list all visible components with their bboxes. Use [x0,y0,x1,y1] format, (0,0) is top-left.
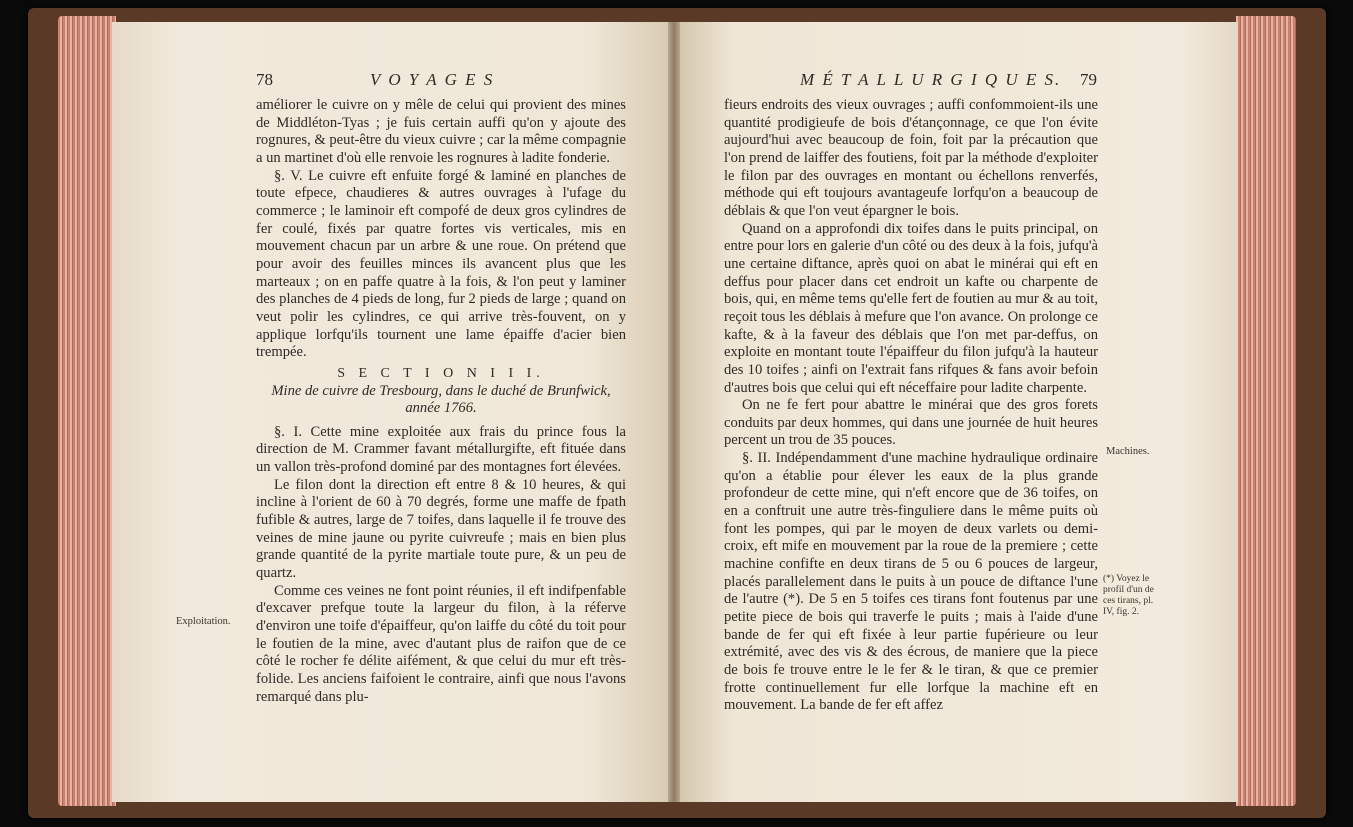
left-paragraph-1: améliorer le cuivre on y mêle de celui qui provient des mines de Middléton-Tyas ; je fuis certain auffi qu'on y ajoute des rognures, & peut-être du vieux cuivre ; car la même compagnie a un martinet d'où elle renvoie les rognures à ladite fonderie. [256,97,626,166]
section-title: S E C T I O N I I I. [337,365,545,381]
section-subtitle-2: année 1766. [405,400,477,417]
margin-note-machines: Machines. [1106,446,1150,457]
left-paragraph-4: Le filon dont la direction eft entre 8 & 10 heures, & qui incline à l'orient de 60 à 70 degrés, forme une maffe de fpath fufible & autres, large de 7 toifes, dans laquelle il fe trouve des veines de mine jaune ou pyrite cuivreufe ; mais en bien plus grande quantité de la pyrite martiale toute pure, & un peu de quartz. [256,476,626,582]
section-subtitle-1: Mine de cuivre de Tresbourg, dans le duché de Brunfwick, [271,382,611,399]
right-paragraph-1: fieurs endroits des vieux ouvrages ; auffi confommoient-ils une quantité prodigieufe de bois d'étançonnage, ce que l'on évite aujourd'hui avec beaucoup de foin, foit par la précaution que l'on prend de laiffer des foutiens, foit par la méthode d'exploiter le filon par des ouvrages en montant ou échellons renverfés, méthode qui eft toujours avantageufe lorfqu'on a beaucoup de déblais & que l'on veut épargner le bois. [724,97,1098,219]
right-running-head: M É T A L L U R G I Q U E S. [800,70,1062,89]
page-edges-left [58,16,116,806]
left-paragraph-3: §. I. Cette mine exploitée aux frais du prince fous la direction de M. Crammer favant métallurgifte, eft fituée dans un vallon très-profond dominé par des montagnes fort élevées. [256,423,626,476]
right-page-number: 79 [1080,70,1097,89]
right-paragraph-2: Quand on a approfondi dix toifes dans le puits principal, on entre pour lors en galerie d'un côté ou des deux à la fois, jufqu'à une certaine diftance, après quoi on abat le minérai qui eft en deffus pour placer dans cet endroit un kafte ou charpente de bois, qui, en même tems qu'elle fert de foutien au mur & au toit, reçoit tous les déblais à mefure que l'on avance. On prolonge ce kafte, & à la faveur des déblais que l'on met par-deffus, on exploite en montant toute l'épaiffeur du filon jufqu'à la hauteur des 10 toifes ; ainfi on l'extrait fans rifques & fans avoir befoin d'autres bois que celui qui eft néceffaire pour ladite charpente. [724,220,1098,396]
margin-note-footnote: (*) Voyez le profil d'un de ces tirans, pl. IV, fig. 2. [1103,574,1154,617]
right-paragraph-4: §. II. Indépendamment d'une machine hydraulique ordinaire qu'on a établie pour élever les eaux de la plus grande profondeur de cette mine, qui n'eft encore que de 36 toifes, on en a conftruit une autre très-finguliere dans le même puits où font les pompes, qui par le moyen de deux varlets ou demi-croix, eft mife en mouvement par la roue de la premiere ; cette machine confifte en deux tirans de 5 ou 6 pouces de largeur, placés parallelement dans le puits à un pouce de diftance l'une de l'autre (*). De 5 en 5 toifes ces tirans font foutenus par une petite piece de bois qui traverfe le puits ; mais à l'aide d'une bande de fer qui eft fixée à leur partie fupérieure ou leur extrémité, avec des vis & des écrous, de maniere que la piece de bois fe trouve entre le le fer & le tiran, & que ce premier frotte continuellement fur elle lorfque la machine eft en mouvement. La bande de fer eft affez [724,450,1098,714]
left-paragraph-2: §. V. Le cuivre eft enfuite forgé & laminé en planches de toute efpece, chaudieres & autres ouvrages à l'ufage du commerce ; le laminoir eft compofé de deux gros cylindres de fer coulé, fixés par quatre fortes vis verticales, mis en mouvement chacun par un arbre & une roue. On prétend que pour avoir des feuilles minces ils avancent plus que les marteaux ; on en paffe quatre à la fois, & l'on peut y laminer des planches de 4 pieds de long, fur 2 pieds de large ; quand on veut polir les cylindres, ce qui arrive très-fouvent, on y applique lorfqu'ils tournent une lame épaiffe d'acier bien trempée. [256,167,626,361]
page-edges-right [1236,16,1296,806]
left-body [256,97,626,706]
right-body [724,97,1098,715]
left-page-number: 78 [256,70,273,89]
left-paragraph-5: Comme ces veines ne font point réunies, il eft indifpenfable d'excaver prefque toute la largeur du filon, à la réferve d'environ une toife d'épaiffeur, qu'on laiffe du côté du toit pour le foutien de la mine, avec d'autant plus de raifon que de ce côté le rocher fe délite aifément, & que celui du mur eft très-folide. Les anciens faifoient le contraire, ainfi que nous l'avons remarqué dans plu- [256,582,626,705]
book-gutter [668,22,680,802]
left-running-head: V O Y A G E S [370,70,495,89]
right-paragraph-3: On ne fe fert pour abattre le minérai que des gros forets conduits par deux hommes, qui dans une journée de huit heures percent un trou de 35 pouces. [724,397,1098,449]
margin-note-exploitation: Exploitation. [176,616,231,627]
